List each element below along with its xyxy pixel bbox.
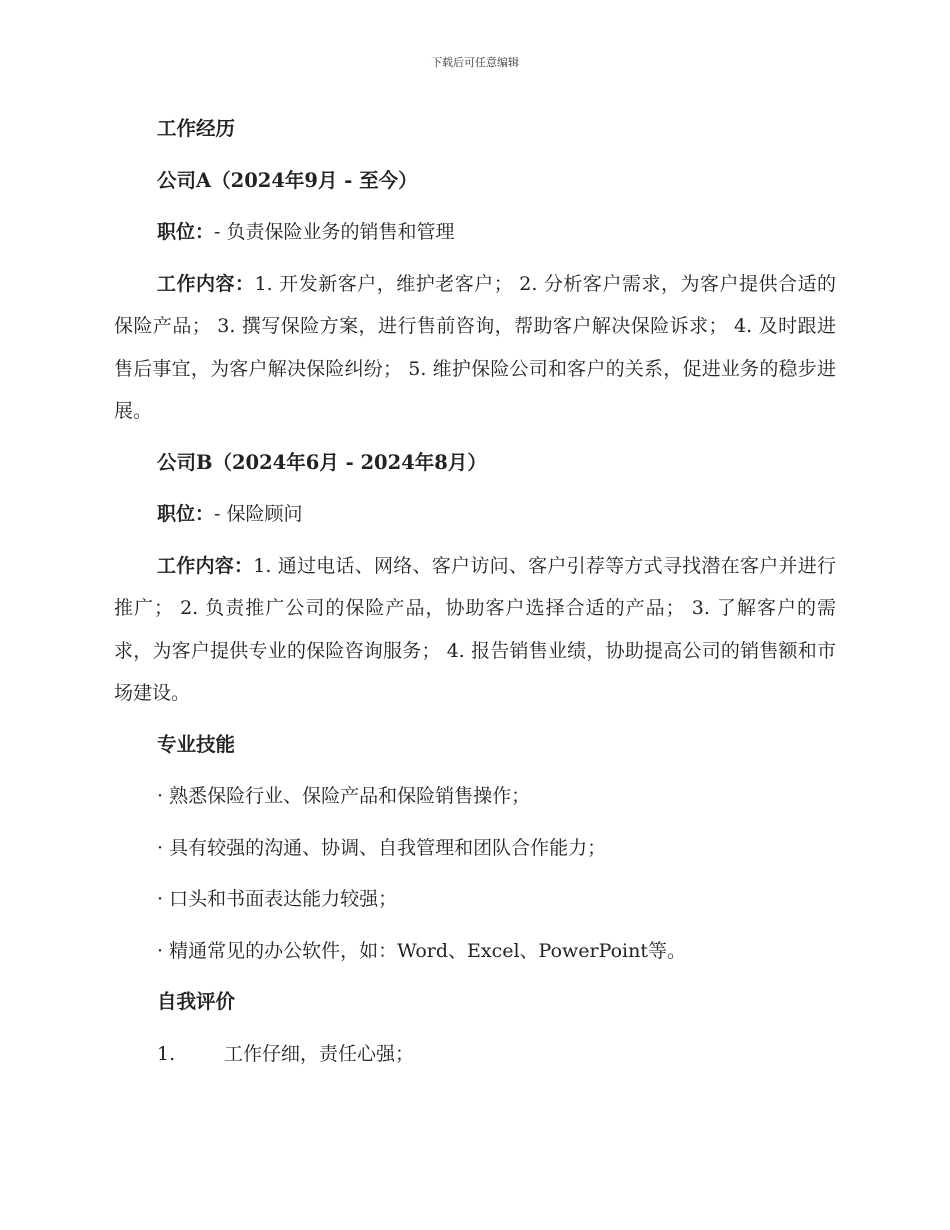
company-a-position: [114, 211, 836, 254]
skill-item: · 熟悉保险行业、保险产品和保险销售操作；: [157, 785, 531, 807]
position-value: - 负责保险业务的销售和管理: [214, 221, 455, 243]
company-b-content: [114, 545, 836, 715]
skills-heading: 专业技能: [157, 732, 236, 756]
document-body: [114, 108, 836, 1075]
page-header: 下载后可任意编辑: [431, 56, 519, 69]
position-label: 职位：: [157, 221, 215, 243]
company-b-position: [114, 493, 836, 536]
work-heading: 工作经历: [157, 117, 236, 140]
list-number: 1.: [157, 1042, 176, 1065]
company-a-content: [114, 263, 836, 433]
company-a-title: 公司A（2024年9月 - 至今）: [157, 168, 418, 192]
content-value: 1. 通过电话、网络、客户访问、客户引荐等方式寻找潜在客户并进行推广； 2. 负责推广公司的保险产品，协助客户选择合适的产品； 3. 了解客户的需求，为客户提供专业的保险咨询服务； 4. 报告销售业绩，协助提高公司的销售额和市场建设。: [114, 554, 836, 704]
position-value: - 保险顾问: [214, 503, 303, 525]
self-eval-heading: 自我评价: [157, 990, 236, 1013]
company-b-title: 公司B（2024年6月 - 2024年8月）: [157, 450, 487, 474]
skill-item: · 具有较强的沟通、协调、自我管理和团队合作能力；: [157, 836, 607, 859]
list-text: 工作仔细，责任心强；: [224, 1042, 415, 1065]
skill-item: · 口头和书面表达能力较强；: [157, 888, 398, 910]
self-eval-item: [114, 1033, 836, 1076]
skill-item: · 精通常见的办公软件，如：Word、Excel、PowerPoint等。: [157, 939, 686, 962]
content-label: 工作内容：: [157, 554, 254, 577]
content-label: 工作内容：: [157, 272, 255, 295]
position-label: 职位：: [157, 503, 215, 525]
content-value: 1. 开发新客户，维护老客户； 2. 分析客户需求，为客户提供合适的保险产品； 3. 撰写保险方案，进行售前咨询，帮助客户解决保险诉求； 4. 及时跟进售后事宜，为客户解决保险纠纷； 5. 维护保险公司和客户的关系，促进业务的稳步进展。: [114, 272, 836, 422]
